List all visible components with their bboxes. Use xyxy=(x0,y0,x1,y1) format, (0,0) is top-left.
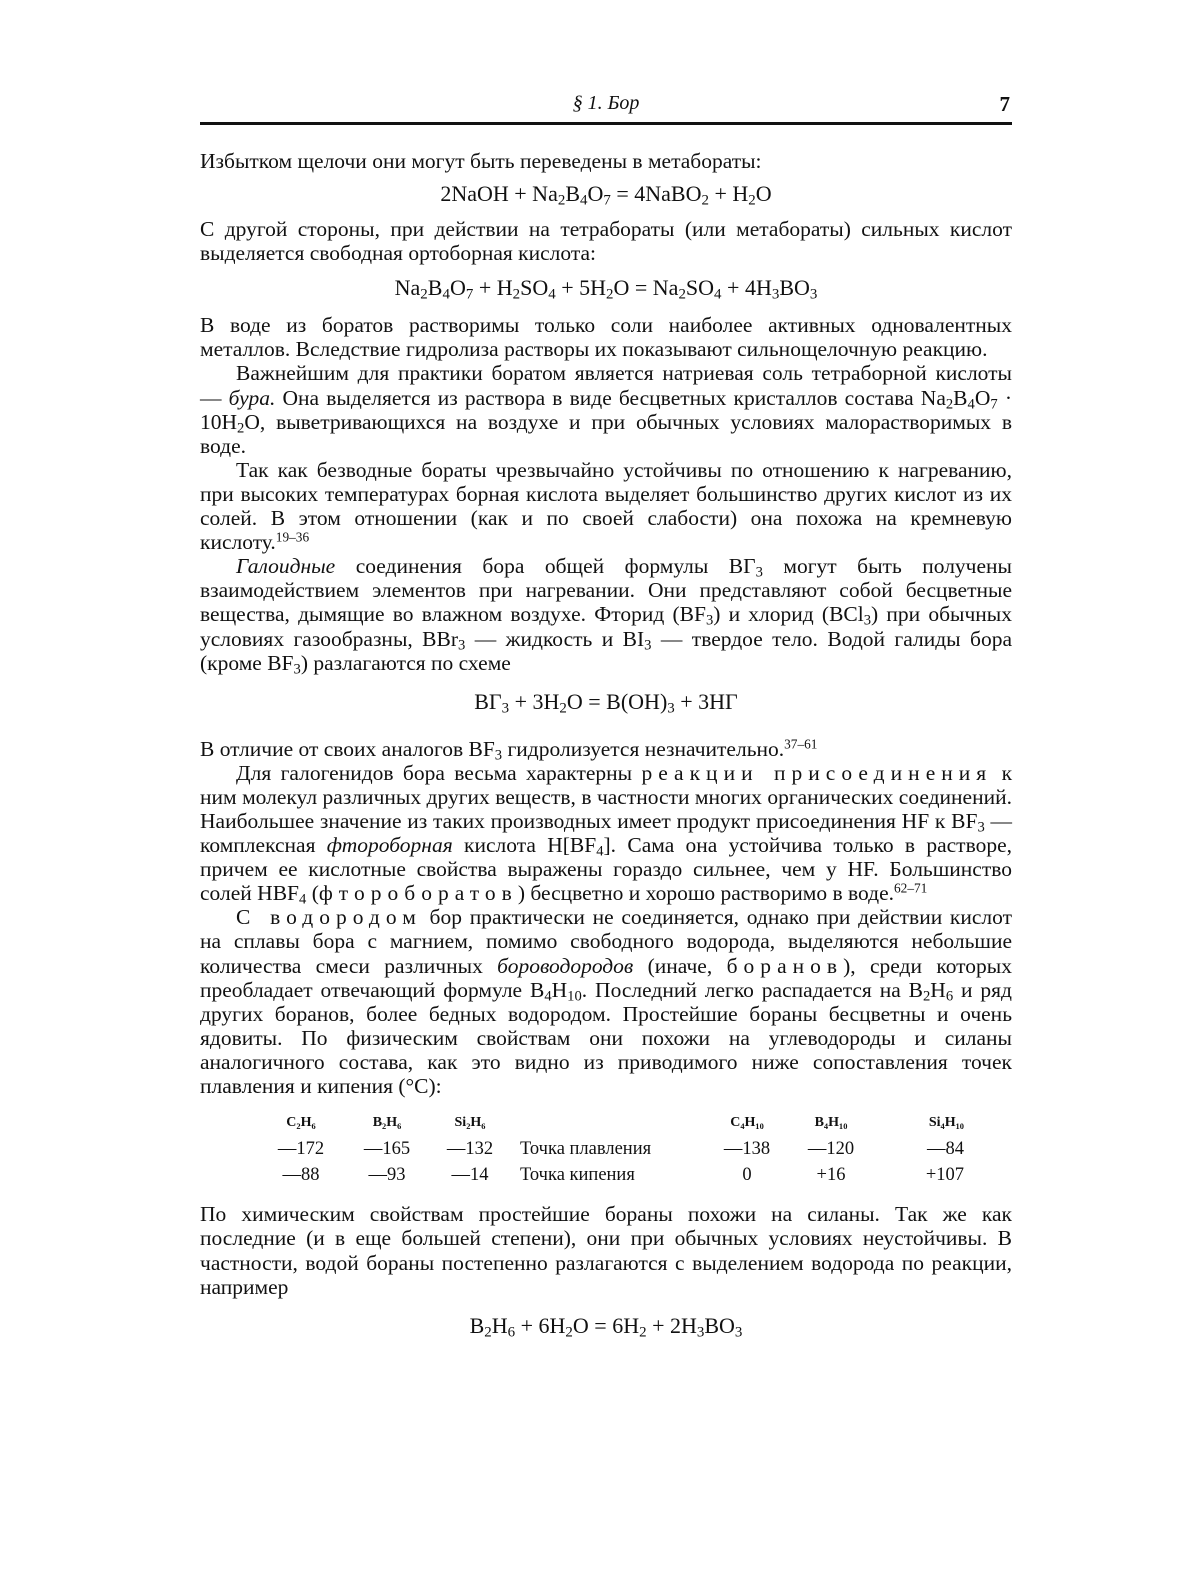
equation-1: 2NaOH + $Na_2B_4O_7$ = 4NaBO$_2$ + $H_2O$ xyxy=(440,181,772,209)
table-cell: —84 xyxy=(927,1139,964,1160)
table-cell: —14 xyxy=(451,1165,489,1186)
melting-boiling-table xyxy=(258,1110,964,1188)
paragraph-3: В воде из боратов растворимы только соли наиболее активных одновалентных металлов. Вследствие гидролиза растворы их показывают сильнощелочную реакцию. xyxy=(200,313,1012,362)
table-header-cell: Si₂H₆ xyxy=(454,1115,486,1131)
table-cell: —172 xyxy=(277,1139,325,1160)
table-header-row xyxy=(258,1110,964,1136)
table-cell: +107 xyxy=(925,1165,964,1186)
paragraph-7: В отличие от своих аналогов $BF_3$ гидролизуется незначительно.$^{37-61}$ xyxy=(200,736,818,764)
table-cell: —88 xyxy=(282,1165,320,1186)
table-header-cell: B₄H₁₀ xyxy=(814,1115,848,1131)
paragraph-8: Для галогенидов бора весьма характерны реакции присоединения к ним молекул различных других веществ, в частности многих органических соединений. Наибольшее значение из таких производных имеет продукт присоединения HF к $BF_3$ — комплексная фтороборная кислота $H[BF_4]$. Сама она устойчива только в растворе, причем ее кислотные свойства выражены гораздо сильнее, чем у HF. Большинство солей $HBF_4$ (фтороборатов) бесцветно и хорошо растворимо в воде.$^{62-71}$ xyxy=(200,760,1013,908)
page-body xyxy=(200,149,1012,1339)
equation-3: $B\Gamma_3 + 3H_2O = B(OH)_3 + 3H\Gamma$ xyxy=(474,688,738,717)
page-header xyxy=(200,92,1012,125)
table-cell: —120 xyxy=(807,1139,855,1160)
table-header-cell: B₂H₆ xyxy=(372,1115,402,1131)
table-header-cell: C₄H₁₀ xyxy=(730,1115,764,1131)
table-cell: —132 xyxy=(446,1139,494,1160)
table-row xyxy=(258,1162,964,1188)
paragraph-2: С другой стороны, при действии на тетрабораты (или метабораты) сильных кислот выделяется свободная ортоборная кислота: xyxy=(200,217,1012,266)
section-title: § 1. Бор xyxy=(572,92,640,114)
table-header-cell: C₂H₆ xyxy=(286,1115,316,1131)
paragraph-5: Так как безводные бораты чрезвычайно устойчивы по отношению к нагреванию, при высоких температурах борная кислота выделяет большинство других кислот из их солей. В этом отношении (как и по своей слабости) она похожа на кремневую кислоту.$^{19-36}$ xyxy=(200,457,1012,555)
paragraph-4: Важнейшим для практики боратом является натриевая соль тетраборной кислоты — бура. Она выделяется из раствора в виде бесцветных кристаллов состава $Na_2B_4O_7 \cdot 10H_2O$, выветривающихся на воздухе и при обычных условиях малорастворимых в воде. xyxy=(200,361,1012,458)
equation-4: $B_2H_6 + 6H_2O = 6H_2 + 2H_3BO_3$ xyxy=(469,1312,743,1341)
page-number: 7 xyxy=(999,92,1010,116)
table-cell: —165 xyxy=(363,1139,411,1160)
table-cell: +16 xyxy=(816,1165,846,1186)
paragraph-6: Галоидные соединения бора общей формулы $B\Gamma_3$ могут быть получены взаимодействием элементов при нагревании. Они представляют собой бесцветные вещества, дымящие во влажном воздухе. Фторид $(BF_3)$ и хлорид (BCl$_3$) при обычных условиях газообразны, BBr$_3$ — жидкость и $BI_3$ — твердое тело. Водой галиды бора (кроме $BF_3$) разлагаются по схеме xyxy=(200,554,1012,678)
table-row-label: Точка плавления xyxy=(520,1139,652,1160)
table-cell: 0 xyxy=(742,1165,752,1186)
book-page xyxy=(200,92,1012,1339)
paragraph-9: С водородом бор практически не соединяется, однако при действии кислот на сплавы бора с магнием, помимо свободного водорода, выделяются небольшие количества смеси различных бороводородов (иначе, боранов), среди которых преобладает отвечающий формуле $B_4H_{10}$. Последний легко распадается на $B_2H_6$ и ряд других боранов, более бедных водородом. Простейшие бораны бесцветны и очень ядовиты. По физическим свойствам они похожи на углеводороды и силаны аналогичного состава, как это видно из приводимого ниже сопоставления точек плавления и кипения (°C): xyxy=(200,905,1012,1098)
equation-2: $Na_2B_4O_7 + H_2SO_4 + 5H_2O = Na_2SO_4 + 4H_3BO_3$ xyxy=(394,275,818,304)
paragraph-1: Избытком щелочи они могут быть переведены в метабораты: xyxy=(200,149,762,173)
table-row-label: Точка кипения xyxy=(520,1165,635,1186)
paragraph-10: По химическим свойствам простейшие бораны похожи на силаны. Так же как последние (и в еще большей степени), они при обычных условиях неустойчивы. В частности, водой бораны постепенно разлагаются с выделением водорода по реакции, например xyxy=(200,1202,1012,1299)
table-cell: —93 xyxy=(368,1165,406,1186)
table-cell: —138 xyxy=(723,1139,771,1160)
table-header-cell xyxy=(510,1110,706,1136)
table-row xyxy=(258,1136,964,1162)
table-header-cell: Si₄H₁₀ xyxy=(928,1115,964,1131)
